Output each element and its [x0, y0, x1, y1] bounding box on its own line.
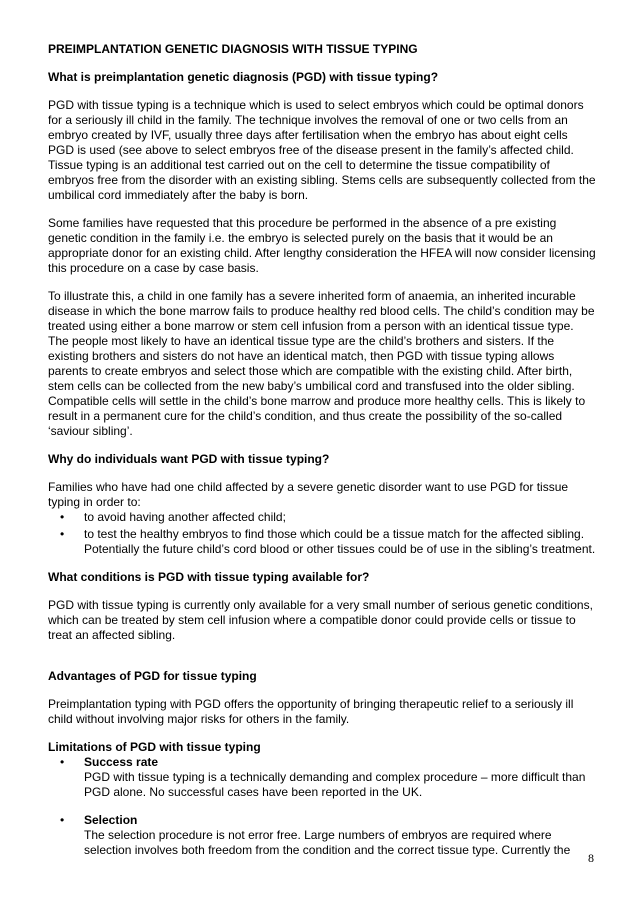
list-item	[48, 755, 596, 800]
paragraph-what-is-2: Some families have requested that this procedure be performed in the absence of a pre existing genetic condition in the family i.e. the embryo is selected purely on the basis that it would be an appropriate donor for an existing child. After lengthy consideration the HFEA will now consider licensing this procedure on a case by case basis.	[48, 216, 596, 275]
heading-what-is: What is preimplantation genetic diagnosis (PGD) with tissue typing?	[48, 70, 439, 84]
limitation-title: Success rate	[84, 755, 159, 769]
list-item	[48, 527, 596, 557]
why-bullet-list	[48, 510, 596, 557]
list-item-text: to avoid having another affected child;	[84, 510, 286, 524]
paragraph-advantages: Preimplantation typing with PGD offers the opportunity of bringing therapeutic relief to a seriously ill child without involving major risks for others in the family.	[48, 697, 574, 726]
paragraph-what-is-1: PGD with tissue typing is a technique which is used to select embryos which could be optimal donors for a seriously ill child in the family. The technique involves the removal of one or two cells from an embryo created by IVF, usually three days after fertilisation when the embryo has about eight cells PGD is used (see above to select embryos free of the disease present in the family’s affected child. Tissue typing is an additional test carried out on the cell to determine the tissue compatibility of embryos free from the disorder with an existing sibling. Stems cells are subsequently collected from the umbilical cord immediately after the baby is born.	[48, 98, 596, 202]
paragraph-conditions: PGD with tissue typing is currently only available for a very small number of serious genetic conditions, which can be treated by stem cell infusion where a compatible donor could provide cells or tissue to treat an affected sibling.	[48, 598, 593, 642]
bullet-icon: •	[60, 527, 65, 541]
paragraph-what-is-3: To illustrate this, a child in one family has a severe inherited form of anaemia, an inherited incurable disease in which the bone marrow fails to produce healthy red blood cells. The child’s condition may be treated using either a bone marrow or stem cell infusion from a person with an identical tissue type. The people most likely to have an identical tissue type are the child’s brothers and sisters. If the existing brothers and sisters do not have an identical match, then PGD with tissue typing allows parents to create embryos and select those which are compatible with the existing child. After birth, stem cells can be collected from the new baby’s umbilical cord and transfused into the older sibling. Compatible cells will settle in the child’s bone marrow and produce more healthy cells. This is likely to result in a permanent cure for the child’s condition, and thus create the possibility of the so-called ‘saviour sibling’.	[48, 289, 595, 438]
bullet-icon: •	[60, 813, 65, 827]
document-page	[48, 42, 596, 858]
document-title: PREIMPLANTATION GENETIC DIAGNOSIS WITH TISSUE TYPING	[48, 42, 418, 56]
heading-limitations: Limitations of PGD with tissue typing	[48, 740, 261, 754]
limitation-text: The selection procedure is not error free. Large numbers of embryos are required where selection involves both freedom from the condition and the correct tissue type. Currently the	[84, 828, 571, 857]
heading-why: Why do individuals want PGD with tissue typing?	[48, 452, 330, 466]
page-number: 8	[588, 851, 594, 865]
bullet-icon: •	[60, 755, 65, 769]
limitation-text: PGD with tissue typing is a technically demanding and complex procedure – more difficult than PGD alone. No successful cases have been reported in the UK.	[84, 770, 586, 799]
limitations-list	[48, 755, 596, 858]
limitation-title: Selection	[84, 813, 138, 827]
bullet-icon: •	[60, 510, 65, 524]
heading-advantages: Advantages of PGD for tissue typing	[48, 669, 257, 683]
list-item	[48, 813, 596, 858]
list-item-text: to test the healthy embryos to find those which could be a tissue match for the affected sibling. Potentially the future child’s cord blood or other tissues could be of use in the sibling’s treatment.	[84, 527, 596, 556]
paragraph-why-intro: Families who have had one child affected by a severe genetic disorder want to use PGD for tissue typing in order to:	[48, 480, 569, 509]
heading-conditions: What conditions is PGD with tissue typing available for?	[48, 570, 370, 584]
list-item	[48, 510, 596, 525]
